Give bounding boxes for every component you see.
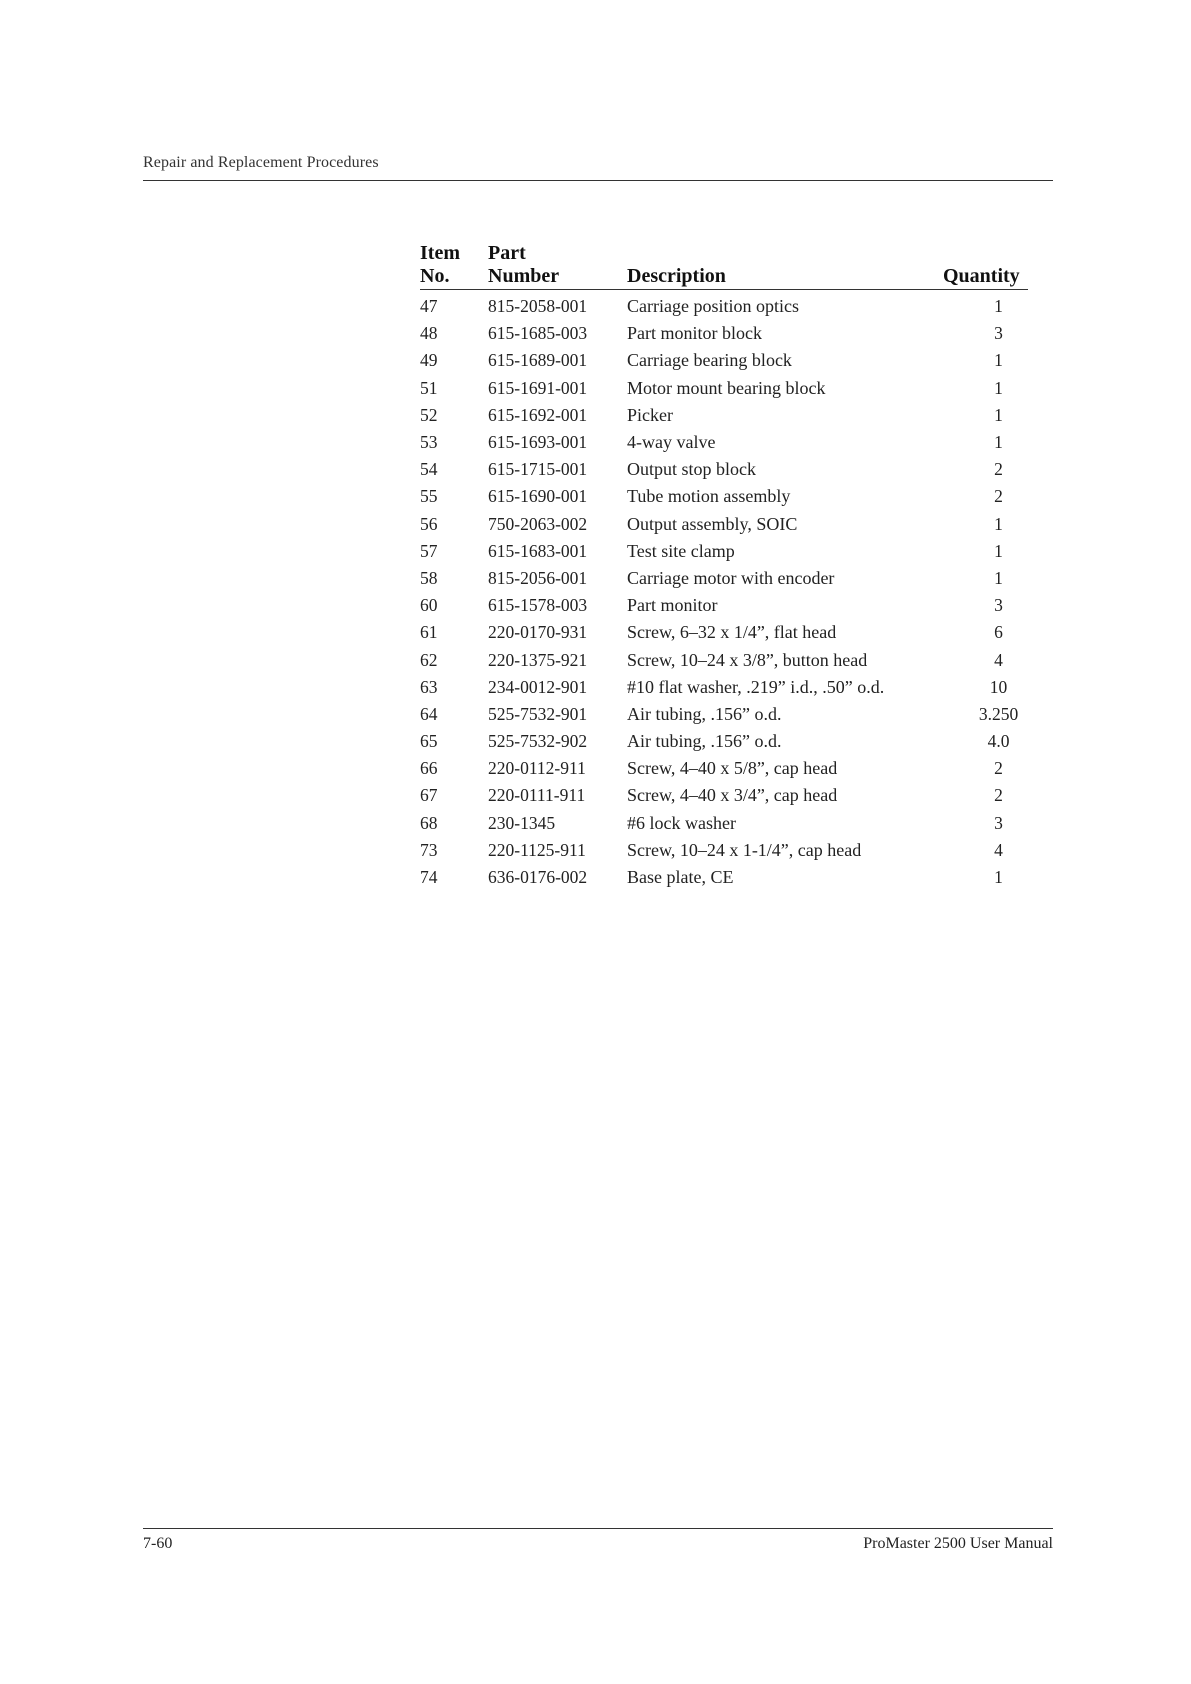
- quantity-cell: 2: [994, 459, 1003, 480]
- item-number-cell: 61: [420, 622, 438, 643]
- table-row: [420, 646, 1028, 673]
- description-cell: #6 lock washer: [627, 812, 736, 833]
- section-title: Repair and Replacement Procedures: [143, 154, 379, 171]
- part-number-cell: 525-7532-902: [488, 731, 588, 752]
- part-number-cell: 230-1345: [488, 812, 556, 833]
- quantity-cell: 3: [994, 812, 1003, 833]
- item-number-cell: 47: [420, 296, 438, 317]
- part-number-cell: 220-0112-911: [488, 758, 586, 779]
- part-number-cell: 615-1685-003: [488, 323, 588, 344]
- description-cell: Carriage bearing block: [627, 350, 792, 371]
- item-number-cell: 55: [420, 486, 438, 507]
- parts-list-table: [420, 242, 1028, 891]
- column-header-quantity: Quantity: [943, 242, 1028, 290]
- part-number-cell: 615-1692-001: [488, 404, 588, 425]
- table-row: [420, 483, 1028, 510]
- table-body: [420, 290, 1028, 892]
- part-number-cell: 615-1691-001: [488, 377, 588, 398]
- item-number-cell: 52: [420, 404, 438, 425]
- part-header-line2: Number: [488, 265, 560, 287]
- part-number-cell: 220-0170-931: [488, 622, 588, 643]
- quantity-cell: 4.0: [987, 731, 1010, 752]
- description-cell: Screw, 10–24 x 1-1/4”, cap head: [627, 839, 862, 860]
- manual-title: ProMaster 2500 User Manual: [863, 1535, 1053, 1552]
- table-header: [420, 242, 1028, 290]
- description-cell: Part monitor: [627, 595, 718, 616]
- table-row: [420, 320, 1028, 347]
- table-row: [420, 728, 1028, 755]
- part-number-cell: 615-1578-003: [488, 595, 588, 616]
- table-row: [420, 674, 1028, 701]
- table-row: [420, 810, 1028, 837]
- column-header-description: Description: [627, 242, 943, 290]
- part-number-cell: 234-0012-901: [488, 676, 588, 697]
- table-row: [420, 864, 1028, 891]
- quantity-cell: 10: [989, 676, 1008, 697]
- quantity-cell: 1: [994, 404, 1003, 425]
- part-number-cell: 750-2063-002: [488, 513, 588, 534]
- item-number-cell: 57: [420, 540, 438, 561]
- table-row: [420, 837, 1028, 864]
- description-cell: 4-way valve: [627, 432, 716, 453]
- part-number-cell: 636-0176-002: [488, 867, 588, 888]
- running-header: [143, 154, 1053, 181]
- description-cell: Screw, 10–24 x 3/8”, button head: [627, 649, 868, 670]
- running-footer: [143, 1528, 1053, 1559]
- quantity-cell: 1: [994, 350, 1003, 371]
- quantity-cell: 4: [994, 649, 1003, 670]
- quantity-cell: 1: [994, 296, 1003, 317]
- part-header-line1: Part: [488, 242, 526, 264]
- item-header-line2: No.: [420, 265, 450, 287]
- item-number-cell: 65: [420, 731, 438, 752]
- description-cell: Tube motion assembly: [627, 486, 791, 507]
- description-cell: Screw, 4–40 x 5/8”, cap head: [627, 758, 838, 779]
- quantity-cell: 2: [994, 486, 1003, 507]
- table-row: [420, 565, 1028, 592]
- part-number-cell: 615-1690-001: [488, 486, 588, 507]
- part-number-cell: 220-0111-911: [488, 785, 586, 806]
- item-number-cell: 54: [420, 459, 438, 480]
- description-cell: Air tubing, .156” o.d.: [627, 703, 782, 724]
- description-cell: #10 flat washer, .219” i.d., .50” o.d.: [627, 676, 885, 697]
- table-row: [420, 755, 1028, 782]
- description-cell: Picker: [627, 404, 673, 425]
- header-row: [420, 242, 1028, 290]
- quantity-cell: 3.250: [978, 703, 1019, 724]
- quantity-cell: 3: [994, 595, 1003, 616]
- item-number-cell: 53: [420, 432, 438, 453]
- part-number-cell: 815-2056-001: [488, 567, 588, 588]
- item-number-cell: 51: [420, 377, 438, 398]
- table-row: [420, 782, 1028, 809]
- description-cell: Air tubing, .156” o.d.: [627, 731, 782, 752]
- item-number-cell: 63: [420, 676, 438, 697]
- description-cell: Test site clamp: [627, 540, 735, 561]
- quantity-cell: 1: [994, 540, 1003, 561]
- part-number-cell: 615-1683-001: [488, 540, 588, 561]
- table-row: [420, 592, 1028, 619]
- quantity-cell: 2: [994, 785, 1003, 806]
- description-cell: Carriage position optics: [627, 296, 799, 317]
- item-number-cell: 49: [420, 350, 438, 371]
- quantity-cell: 2: [994, 758, 1003, 779]
- item-number-cell: 60: [420, 595, 438, 616]
- table-row: [420, 619, 1028, 646]
- part-number-cell: 615-1715-001: [488, 459, 588, 480]
- table-row: [420, 511, 1028, 538]
- item-number-cell: 48: [420, 323, 438, 344]
- description-cell: Output stop block: [627, 459, 756, 480]
- item-number-cell: 68: [420, 812, 438, 833]
- quantity-cell: 1: [994, 567, 1003, 588]
- quantity-cell: 4: [994, 839, 1003, 860]
- quantity-cell: 1: [994, 867, 1003, 888]
- part-number-cell: 220-1125-911: [488, 839, 586, 860]
- item-number-cell: 73: [420, 839, 438, 860]
- description-cell: Screw, 4–40 x 3/4”, cap head: [627, 785, 838, 806]
- table-row: [420, 290, 1028, 321]
- table-row: [420, 375, 1028, 402]
- part-number-cell: 525-7532-901: [488, 703, 588, 724]
- description-cell: Motor mount bearing block: [627, 377, 826, 398]
- quantity-cell: 1: [994, 432, 1003, 453]
- quantity-cell: 1: [994, 513, 1003, 534]
- item-number-cell: 67: [420, 785, 438, 806]
- page-number: 7-60: [143, 1535, 173, 1552]
- quantity-cell: 6: [994, 622, 1003, 643]
- description-cell: Part monitor block: [627, 323, 762, 344]
- table-row: [420, 538, 1028, 565]
- item-number-cell: 56: [420, 513, 438, 534]
- table-row: [420, 429, 1028, 456]
- table-row: [420, 402, 1028, 429]
- part-number-cell: 615-1693-001: [488, 432, 588, 453]
- item-header-line1: Item: [420, 242, 460, 264]
- part-number-cell: 220-1375-921: [488, 649, 588, 670]
- item-number-cell: 62: [420, 649, 438, 670]
- table-row: [420, 347, 1028, 374]
- quantity-cell: 1: [994, 377, 1003, 398]
- table-row: [420, 701, 1028, 728]
- item-number-cell: 74: [420, 867, 438, 888]
- description-cell: Base plate, CE: [627, 867, 734, 888]
- description-cell: Carriage motor with encoder: [627, 567, 835, 588]
- description-cell: Output assembly, SOIC: [627, 513, 798, 534]
- column-header-item-no: [420, 242, 488, 290]
- description-cell: Screw, 6–32 x 1/4”, flat head: [627, 622, 837, 643]
- table-row: [420, 456, 1028, 483]
- quantity-cell: 3: [994, 323, 1003, 344]
- item-number-cell: 58: [420, 567, 438, 588]
- item-number-cell: 66: [420, 758, 438, 779]
- item-number-cell: 64: [420, 703, 438, 724]
- part-number-cell: 615-1689-001: [488, 350, 588, 371]
- column-header-part-number: [488, 242, 627, 290]
- part-number-cell: 815-2058-001: [488, 296, 588, 317]
